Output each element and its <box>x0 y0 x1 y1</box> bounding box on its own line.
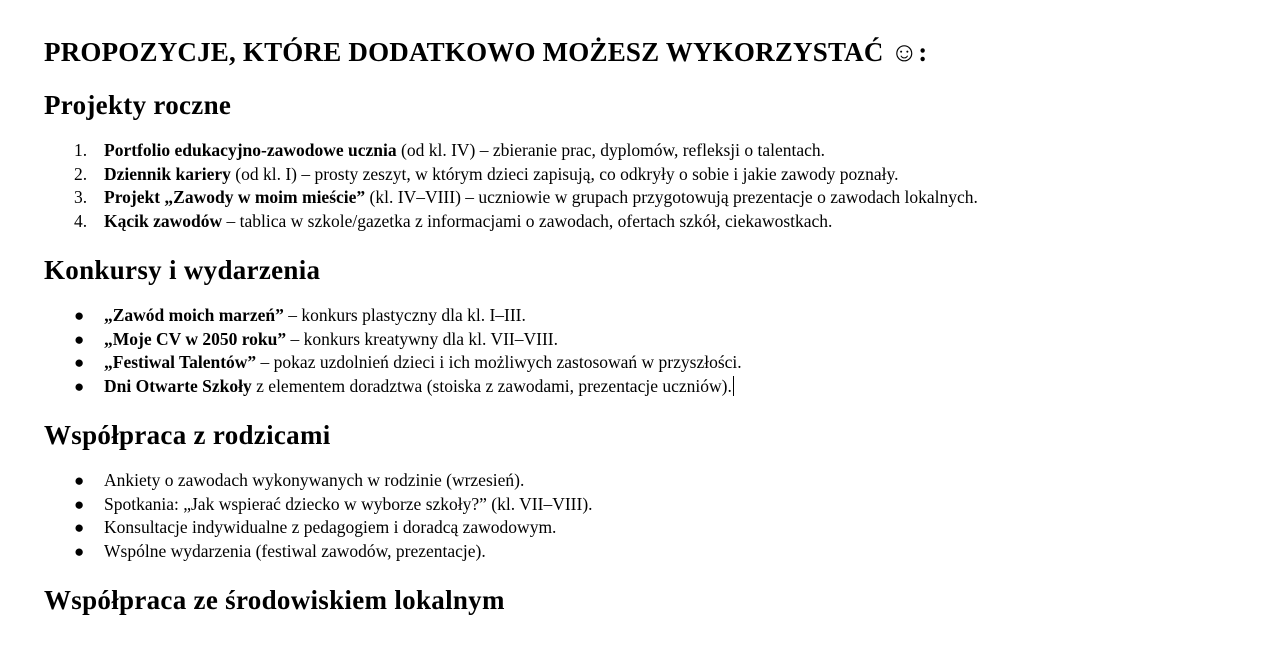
list-item <box>44 210 1244 234</box>
item-bold-text: „Festiwal Talentów” <box>104 352 257 372</box>
text-cursor <box>733 376 734 396</box>
list-item <box>44 163 1244 187</box>
list-item <box>44 375 1244 399</box>
item-text: – pokaz uzdolnień dzieci i ich możliwych zastosowań w przyszłości. <box>256 352 742 372</box>
section-heading-srodowisko: Współpraca ze środowiskiem lokalnym <box>44 585 505 615</box>
bullet-icon: ● <box>74 471 85 490</box>
list-number: 3. <box>74 187 88 207</box>
list-number: 2. <box>74 163 88 184</box>
item-text: – konkurs kreatywny dla kl. VII–VIII. <box>286 328 558 349</box>
bullet-list-rodzice <box>44 469 1244 563</box>
item-text: z elementem doradztwa (stoiska z zawodami, prezentacje uczniów). <box>251 375 732 396</box>
list-item <box>44 469 1244 493</box>
list-item <box>44 139 1244 163</box>
item-bold-text: „Moje CV w 2050 roku” <box>104 328 287 349</box>
bullet-icon: ● <box>74 306 85 325</box>
bullet-icon: ● <box>74 494 85 514</box>
item-bold-text: „Zawód moich marzeń” <box>104 305 284 325</box>
list-item <box>44 186 1244 210</box>
bullet-list-konkursy <box>44 304 1244 398</box>
item-bold-text: Portfolio edukacyjno-zawodowe ucznia <box>104 140 397 160</box>
document-page <box>44 30 1244 617</box>
list-item <box>44 493 1244 517</box>
section-heading-projekty: Projekty roczne <box>44 90 232 120</box>
item-text: – konkurs plastyczny dla kl. I–III. <box>283 305 526 325</box>
section-heading-rodzice: Współpraca z rodzicami <box>44 420 331 450</box>
document-title: PROPOZYCJE, KTÓRE DODATKOWO MOŻESZ WYKORZYSTAĆ ☺: <box>44 37 928 67</box>
item-bold-text: Kącik zawodów <box>104 210 223 231</box>
item-text: Spotkania: „Jak wspierać dziecko w wyborze szkoły?” (kl. VII–VIII). <box>104 493 593 514</box>
item-text: (od kl. IV) – zbieranie prac, dyplomów, refleksji o talentach. <box>396 140 826 160</box>
list-item <box>44 540 1244 564</box>
item-bold-text: Projekt „Zawody w moim mieście” <box>104 187 366 207</box>
list-item <box>44 516 1244 540</box>
bullet-icon: ● <box>74 541 85 561</box>
list-item <box>44 351 1244 375</box>
list-item <box>44 304 1244 328</box>
bullet-icon: ● <box>74 353 85 372</box>
section-heading-konkursy: Konkursy i wydarzenia <box>44 255 321 285</box>
bullet-icon: ● <box>74 518 85 537</box>
item-text: (kl. IV–VIII) – uczniowie w grupach przygotowują prezentacje o zawodach lokalnych. <box>365 187 978 207</box>
list-number: 4. <box>74 210 88 231</box>
item-text: (od kl. I) – prosty zeszyt, w którym dzieci zapisują, co odkryły o sobie i jakie zawody poznały. <box>230 163 899 184</box>
item-text: Konsultacje indywidualne z pedagogiem i doradcą zawodowym. <box>104 517 557 537</box>
item-bold-text: Dziennik kariery <box>104 163 231 184</box>
numbered-list-projekty <box>44 139 1244 233</box>
list-item <box>44 328 1244 352</box>
list-number: 1. <box>74 140 88 160</box>
bullet-icon: ● <box>74 329 85 349</box>
bullet-icon: ● <box>74 376 85 396</box>
item-text: – tablica w szkole/gazetka z informacjami o zawodach, ofertach szkół, ciekawostkach. <box>222 210 833 231</box>
item-bold-text: Dni Otwarte Szkoły <box>104 375 252 396</box>
item-text: Wspólne wydarzenia (festiwal zawodów, prezentacje). <box>104 540 486 561</box>
item-text: Ankiety o zawodach wykonywanych w rodzinie (wrzesień). <box>104 470 525 490</box>
